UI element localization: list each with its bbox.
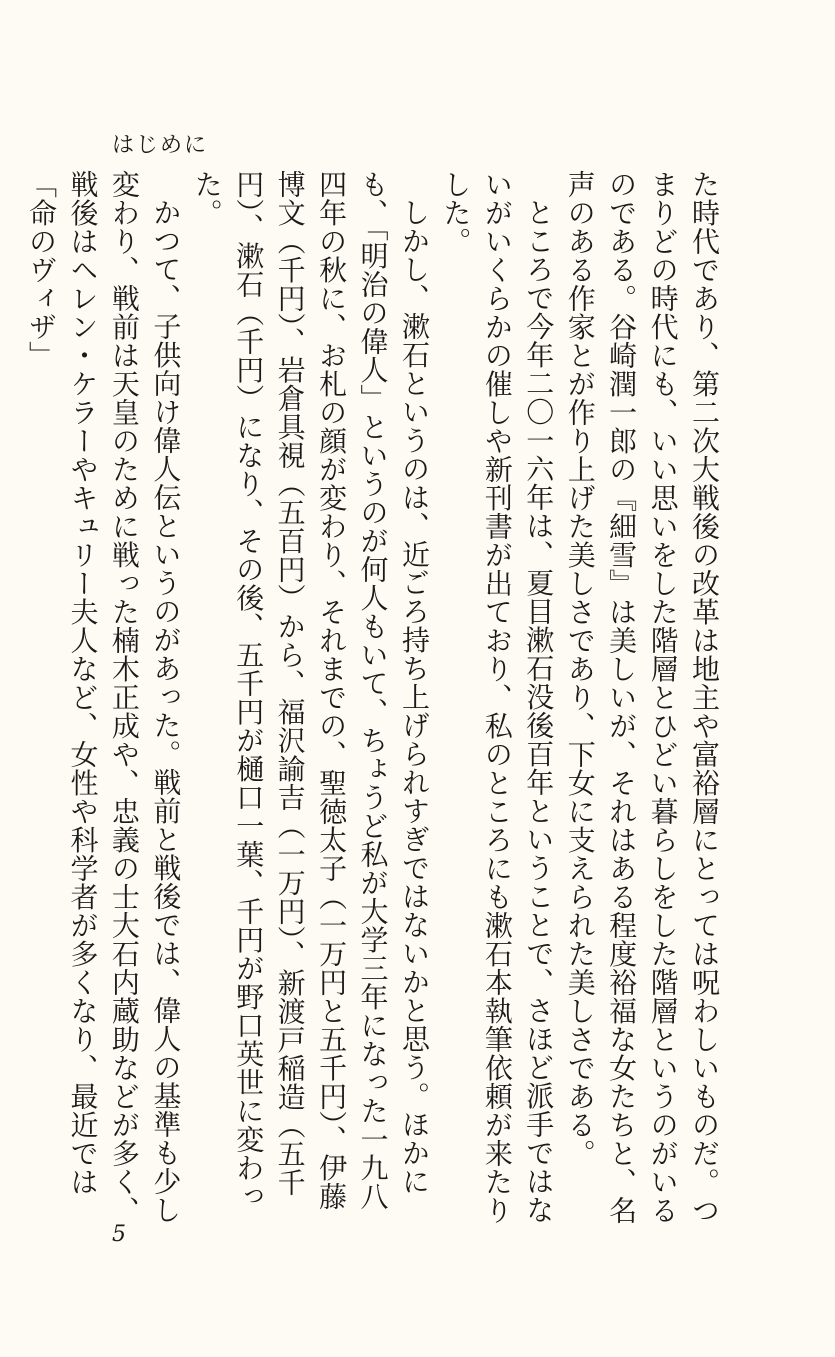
page-number: 5 [112, 1222, 126, 1247]
vertical-body-text [25, 170, 725, 1230]
paragraph-2: ところで今年二〇一六年は、夏目漱石没後百年ということで、さほど派手ではないがいくらかの催しや新刊書が出ており、私のところにも漱石本執筆依頼が来たりした。 [439, 170, 556, 1225]
paragraph-1: た時代であり、第二次大戦後の改革は地主や富裕層にとっては呪わしいものだ。つまりどの時代にも、いい思いをした階層とひどい暮らしをした階層というのがいるのである。谷崎潤一郎の『細雪』は美しいが、それはある程度裕福な女たちと、名声のある作家とが作り上げた美しさであり、下女に支えられた美しさである。 [563, 170, 721, 1225]
paragraph-4: かつて、子供向け偉人伝というのがあった。戦前と戦後では、偉人の基準も少し変わり、戦前は天皇のために戦った楠木正成や、忠義の士大石内蔵助などが多く、戦後はヘレン・ケラーやキュリー夫人など、女性や科学者が多くなり、最近では「命のヴィザ」 [25, 170, 183, 1225]
section-title: はじめに [112, 133, 209, 158]
paragraph-3: しかし、漱石というのは、近ごろ持ち上げられすぎではないかと思う。ほかにも、「明治の偉人」というのが何人もいて、ちょうど私が大学三年になった一九八四年の秋に、お札の顔が変わり、それまでの、聖徳太子（一万円と五千円）、伊藤博文（千円）、岩倉具視（五百円）から、福沢諭吉（一万円）、新渡戸稲造（五千円）、漱石（千円）になり、その後、五千円が樋口一葉、千円が野口英世に変わった。 [190, 170, 431, 1211]
